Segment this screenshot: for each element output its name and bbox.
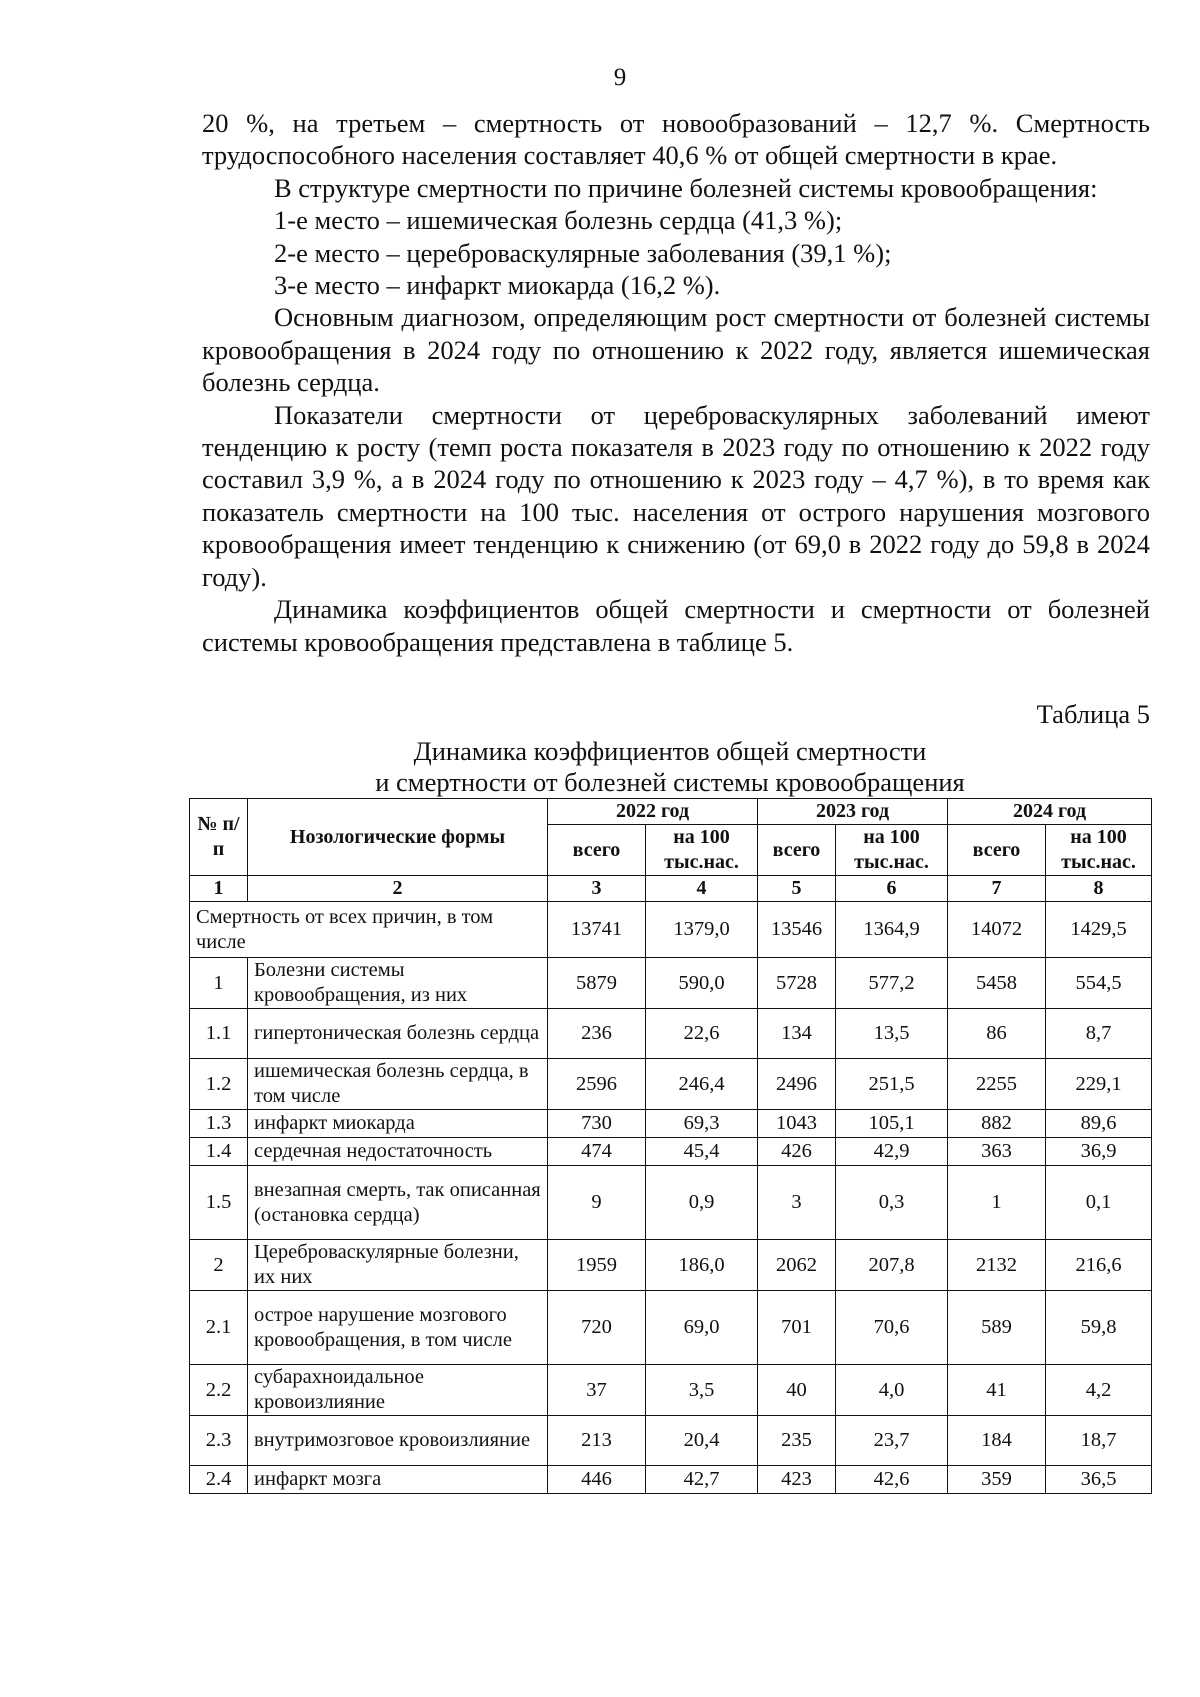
table-cell: 23,7 [836,1416,948,1466]
header-total: всего [548,825,646,876]
row-number: 2.4 [190,1466,248,1494]
table-cell: 446 [548,1466,646,1494]
row-number: 1.3 [190,1110,248,1138]
row-label: внутримозговое кровоизлияние [248,1416,548,1466]
page-number: 9 [613,64,627,91]
column-number: 2 [248,876,548,902]
table-cell: 2496 [758,1059,836,1110]
column-number: 3 [548,876,646,902]
table-cell: 86 [948,1009,1046,1059]
body-text [202,107,1150,658]
table-cell: 45,4 [646,1138,758,1166]
table-cell: 229,1 [1046,1059,1152,1110]
header-num: № п/п [190,799,248,876]
table-summary-row [190,902,1152,958]
table-cell: 134 [758,1009,836,1059]
paragraph: В структуре смертности по причине болезней системы кровообращения: [274,172,1098,203]
table-cell: 2596 [548,1059,646,1110]
header-year-2024: 2024 год [948,799,1152,825]
table-cell: 40 [758,1365,836,1416]
table-cell: 213 [548,1416,646,1466]
table-cell: 41 [948,1365,1046,1416]
table-cell: 2132 [948,1240,1046,1291]
row-number: 2.2 [190,1365,248,1416]
table-row [190,1009,1152,1059]
table-row [190,1466,1152,1494]
table-cell: 2255 [948,1059,1046,1110]
table-cell: 9 [548,1166,646,1240]
table-cell: 1429,5 [1046,902,1152,958]
table-cell: 59,8 [1046,1291,1152,1365]
summary-label: Смертность от всех причин, в том числе [190,902,548,958]
table-cell: 1959 [548,1240,646,1291]
table-cell: 2062 [758,1240,836,1291]
row-label: сердечная недостаточность [248,1138,548,1166]
row-number: 1.1 [190,1009,248,1059]
table-cell: 186,0 [646,1240,758,1291]
table-cell: 554,5 [1046,958,1152,1009]
header-per100k: на 100 тыс.нас. [646,825,758,876]
list-item: 1-е место – ишемическая болезнь сердца (41,3 %); [274,205,843,236]
header-per100k: на 100 тыс.нас. [1046,825,1152,876]
table-cell: 37 [548,1365,646,1416]
table-cell: 0,3 [836,1166,948,1240]
mortality-table [189,798,1152,1494]
table-cell: 0,9 [646,1166,758,1240]
table-row [190,1110,1152,1138]
column-number: 4 [646,876,758,902]
table-cell: 577,2 [836,958,948,1009]
table-row [190,1291,1152,1365]
table-row [190,958,1152,1009]
row-number: 1.5 [190,1166,248,1240]
table-title-line-2: и смертности от болезней системы кровообращения [375,767,965,797]
row-label: Цереброваскулярные болезни, их них [248,1240,548,1291]
table-cell: 5728 [758,958,836,1009]
table-cell: 720 [548,1291,646,1365]
table-row [190,1365,1152,1416]
list-item: 3-е место – инфаркт миокарда (16,2 %). [274,270,721,301]
paragraph: 20 %, на третьем – смертность от новообразований – 12,7 %. Смертность трудоспособного населения составляет 40,6 % от общей смертности в крае. [202,108,1150,171]
column-number: 7 [948,876,1046,902]
table-cell: 0,1 [1046,1166,1152,1240]
row-label: субарахноидальное кровоизлияние [248,1365,548,1416]
table-cell: 36,5 [1046,1466,1152,1494]
table-cell: 590,0 [646,958,758,1009]
header-total: всего [948,825,1046,876]
row-number: 2.3 [190,1416,248,1466]
table-cell: 14072 [948,902,1046,958]
table-cell: 184 [948,1416,1046,1466]
table-cell: 22,6 [646,1009,758,1059]
table-cell: 474 [548,1138,646,1166]
table-cell: 5458 [948,958,1046,1009]
header-total: всего [758,825,836,876]
table-cell: 8,7 [1046,1009,1152,1059]
table-cell: 426 [758,1138,836,1166]
row-label: внезапная смерть, так описанная (остановка сердца) [248,1166,548,1240]
table-cell: 4,0 [836,1365,948,1416]
table-cell: 20,4 [646,1416,758,1466]
table-cell: 236 [548,1009,646,1059]
column-number: 1 [190,876,248,902]
table-cell: 359 [948,1466,1046,1494]
row-number: 1.2 [190,1059,248,1110]
table-cell: 216,6 [1046,1240,1152,1291]
row-number: 2.1 [190,1291,248,1365]
row-label: гипертоническая болезнь сердца [248,1009,548,1059]
table-cell: 89,6 [1046,1110,1152,1138]
table-cell: 42,6 [836,1466,948,1494]
table-title [190,736,1150,798]
column-number: 5 [758,876,836,902]
table-cell: 235 [758,1416,836,1466]
paragraph: Показатели смертности от цереброваскулярных заболеваний имеют тенденцию к росту (темп роста показателя в 2023 году по отношению к 2022 году составил 3,9 %, а в 2024 году по отношению к 2023 году – 4,7 %), в то время как показатель смертности на 100 тыс. населения от острого нарушения мозгового кровообращения имеет тенденцию к снижению (от 69,0 в 2022 году до 59,8 в 2024 году). [202,399,1150,592]
table-cell: 1364,9 [836,902,948,958]
row-label: Болезни системы кровообращения, из них [248,958,548,1009]
table-cell: 363 [948,1138,1046,1166]
table-cell: 36,9 [1046,1138,1152,1166]
table-cell: 730 [548,1110,646,1138]
table-cell: 701 [758,1291,836,1365]
header-per100k: на 100 тыс.нас. [836,825,948,876]
table-cell: 42,9 [836,1138,948,1166]
table-cell: 207,8 [836,1240,948,1291]
table-cell: 70,6 [836,1291,948,1365]
row-number: 1 [190,958,248,1009]
table-cell: 13546 [758,902,836,958]
table-cell: 246,4 [646,1059,758,1110]
table-cell: 105,1 [836,1110,948,1138]
header-year-2023: 2023 год [758,799,948,825]
row-number: 1.4 [190,1138,248,1166]
table-cell: 589 [948,1291,1046,1365]
list-item: 2-е место – цереброваскулярные заболевания (39,1 %); [274,237,892,268]
row-label: острое нарушение мозгового кровообращения, в том числе [248,1291,548,1365]
table-row [190,1240,1152,1291]
column-number: 8 [1046,876,1152,902]
table-cell: 1043 [758,1110,836,1138]
table-label: Таблица 5 [1036,699,1150,729]
table-row [190,1416,1152,1466]
table-cell: 42,7 [646,1466,758,1494]
table-cell: 251,5 [836,1059,948,1110]
table-cell: 13741 [548,902,646,958]
table-cell: 3 [758,1166,836,1240]
paragraph: Динамика коэффициентов общей смертности и смертности от болезней системы кровообращения представлена в таблице 5. [202,594,1150,657]
table-cell: 13,5 [836,1009,948,1059]
table-cell: 3,5 [646,1365,758,1416]
table-cell: 5879 [548,958,646,1009]
row-number: 2 [190,1240,248,1291]
table-cell: 69,3 [646,1110,758,1138]
table-cell: 1379,0 [646,902,758,958]
header-year-2022: 2022 год [548,799,758,825]
column-number: 6 [836,876,948,902]
table-cell: 1 [948,1166,1046,1240]
table-row [190,1166,1152,1240]
paragraph: Основным диагнозом, определяющим рост смертности от болезней системы кровообращения в 2024 году по отношению к 2022 году, является ишемическая болезнь сердца. [202,302,1150,398]
table-cell: 4,2 [1046,1365,1152,1416]
row-label: инфаркт миокарда [248,1110,548,1138]
row-label: инфаркт мозга [248,1466,548,1494]
table-title-line-1: Динамика коэффициентов общей смертности [413,736,927,766]
table-cell: 69,0 [646,1291,758,1365]
table-row [190,1059,1152,1110]
table-cell: 882 [948,1110,1046,1138]
header-forms: Нозологические формы [248,799,548,876]
table-row [190,1138,1152,1166]
table-cell: 423 [758,1466,836,1494]
row-label: ишемическая болезнь сердца, в том числе [248,1059,548,1110]
table-cell: 18,7 [1046,1416,1152,1466]
